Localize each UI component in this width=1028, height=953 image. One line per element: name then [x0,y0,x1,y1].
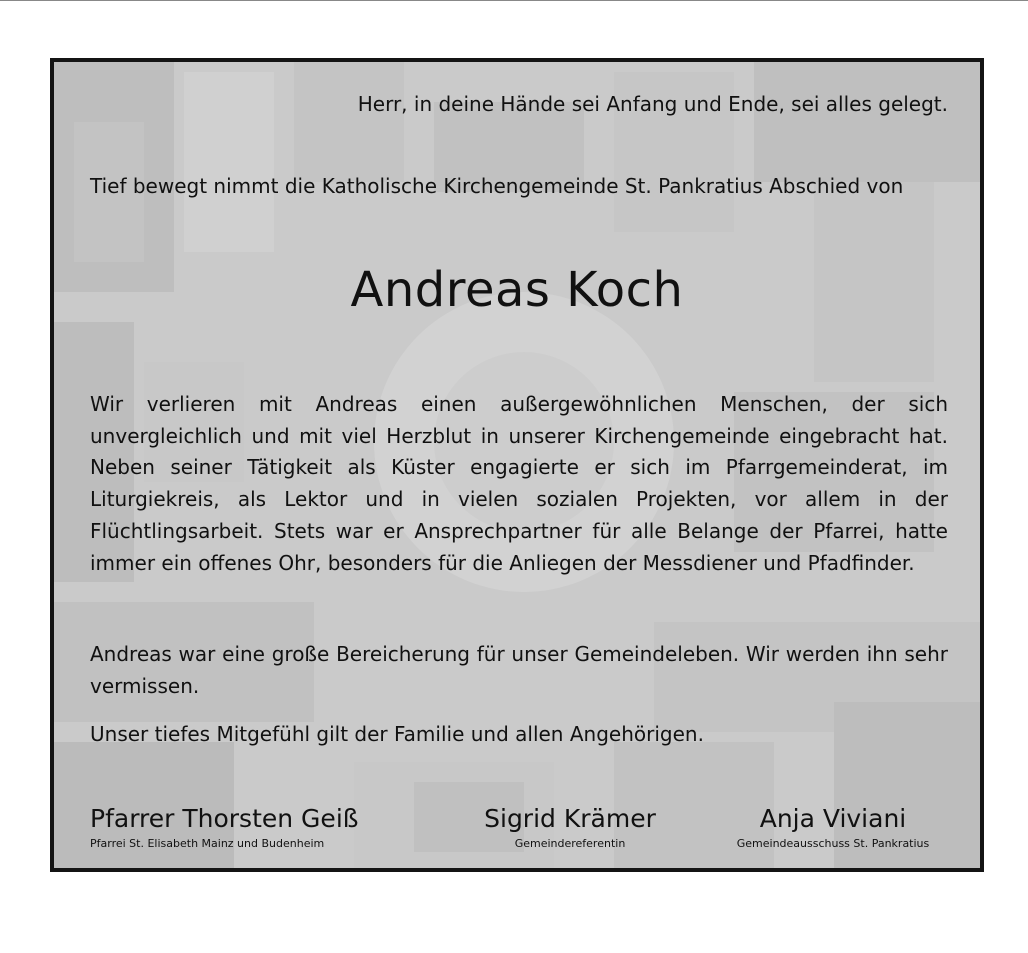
signatory-community-officer [446,804,694,852]
signatory-role: Gemeindeausschuss St. Pankratius [736,837,930,850]
notice-content [54,62,980,868]
obituary-notice [50,58,984,872]
farewell-paragraph: Andreas war eine große Bereicherung für unser Gemeindeleben. Wir werden ihn sehr vermissen. [90,642,948,698]
intro-line: Tief bewegt nimmt die Katholische Kirchengemeinde St. Pankratius Abschied von [90,174,904,198]
top-divider [0,0,1028,1]
signatory-pastor [90,804,359,852]
signatory-name: Anja Viviani [759,804,907,833]
deceased-name: Andreas Koch [350,262,684,318]
signatory-role: Gemeindereferentin [514,837,626,850]
tribute-paragraph: Wir verlieren mit Andreas einen außergewöhnlichen Menschen, der sich unvergleichlich und mit viel Herzblut in unserer Kirchengemeinde eingebracht hat. Neben seiner Tätigkeit als Küster engagierte er sich im Pfarrgemeinderat, im Liturgiekreis, als Lektor und in vielen sozialen Projekten, vor allem in der Flüchtlingsarbeit. Stets war er Ansprechpartner für alle Belange der Pfarrei, hatte immer ein offenes Ohr, besonders für die Anliegen der Messdiener und Pfadfinder. [90,392,948,575]
signatory-role: Pfarrei St. Elisabeth Mainz und Budenheim [90,837,325,850]
motto-line: Herr, in deine Hände sei Anfang und Ende, sei alles gelegt. [357,92,948,116]
signatory-name: Pfarrer Thorsten Geiß [90,804,359,833]
signatory-name: Sigrid Krämer [484,804,656,833]
condolence-paragraph: Unser tiefes Mitgefühl gilt der Familie und allen Angehörigen. [90,722,704,746]
signatory-committee [718,804,948,852]
